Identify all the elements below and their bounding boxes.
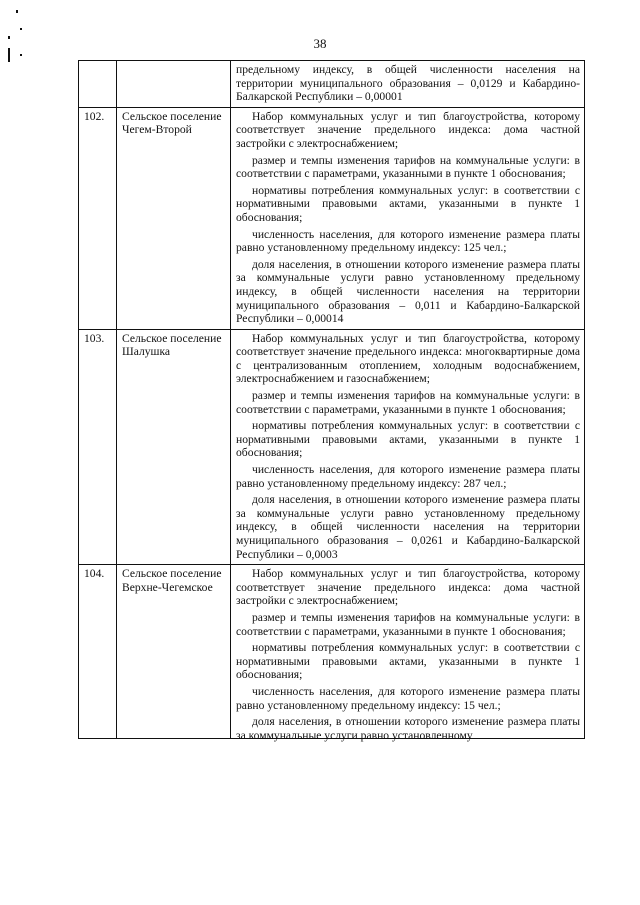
table-row — [79, 565, 585, 739]
table-row — [79, 107, 585, 329]
description-paragraph: Набор коммунальных услуг и тип благоустройства, которому соответствует значение предельного индекса: дома частной застройки с электроснабжением; — [236, 109, 580, 150]
description-paragraph: доля населения, в отношении которого изменение размера платы за коммунальные услуги равно установленному предельному индексу, в общей численности населения на территории муниципального образования – 0,011 и Кабардино-Балкарской Республики – 0,00014 — [236, 257, 580, 326]
description-paragraph: нормативы потребления коммунальных услуг: в соответствии с нормативными правовыми актами, указанными в пункте 1 обоснования; — [236, 183, 580, 224]
settlement-name: Сельское поселение Шалушка — [117, 329, 231, 565]
description-paragraph: Набор коммунальных услуг и тип благоустройства, которому соответствует значение предельного индекса: многоквартирные дома с централизованным отоплением, холодным водоснабжением, электроснабжением и газоснабжением; — [236, 331, 580, 386]
description-paragraph: доля населения, в отношении которого изменение размера платы за коммунальные услуги равно установленному — [236, 715, 580, 742]
settlements-table — [78, 60, 585, 742]
description-paragraph: размер и темпы изменения тарифов на коммунальные услуги: в соответствии с параметрами, указанными в пункте 1 обоснования; — [236, 610, 580, 638]
page-number: 38 — [313, 36, 327, 51]
table-row-continuation — [79, 61, 585, 108]
description-cell — [231, 61, 585, 108]
description-paragraph: размер и темпы изменения тарифов на коммунальные услуги: в соответствии с параметрами, указанными в пункте 1 обоснования; — [236, 389, 580, 416]
row-number-cell — [79, 61, 117, 108]
description-paragraph: доля населения, в отношении которого изменение размера платы за коммунальные услуги равно установленному предельному индексу, в общей численности населения на территории муниципального образования – 0,0261 и Кабардино-Балкарской Республики – 0,0003 — [236, 493, 580, 561]
description-clip — [236, 567, 580, 742]
description-paragraph: численность населения, для которого изменение размера платы равно установленному предельному индексу: 287 чел.; — [236, 463, 580, 490]
description-cell — [231, 329, 585, 565]
settlement-name: Сельское поселение Чегем-Второй — [117, 107, 231, 329]
description-paragraph: Набор коммунальных услуг и тип благоустройства, которому соответствует значение предельного индекса: дома частной застройки с электроснабжением; — [236, 567, 580, 608]
row-number: 104. — [79, 565, 117, 739]
row-number: 103. — [79, 329, 117, 565]
table-row — [79, 329, 585, 565]
row-number: 102. — [79, 107, 117, 329]
description-cell — [231, 107, 585, 329]
description-paragraph: предельному индексу, в общей численности населения на территории муниципального образования – 0,0129 и Кабардино-Балкарской Республики – 0,00001 — [236, 63, 580, 104]
settlement-name-cell — [117, 61, 231, 108]
settlement-name: Сельское поселение Верхне-Чегемское — [117, 565, 231, 739]
description-paragraph: численность населения, для которого изменение размера платы равно установленному предельному индексу: 15 чел.; — [236, 684, 580, 712]
description-paragraph: нормативы потребления коммунальных услуг: в соответствии с нормативными правовыми актами, указанными в пункте 1 обоснования; — [236, 641, 580, 682]
description-cell — [231, 565, 585, 742]
description-paragraph: численность населения, для которого изменение размера платы равно установленному предельному индексу: 125 чел.; — [236, 227, 580, 255]
description-paragraph: размер и темпы изменения тарифов на коммунальные услуги: в соответствии с параметрами, указанными в пункте 1 обоснования; — [236, 153, 580, 181]
description-paragraph: нормативы потребления коммунальных услуг: в соответствии с нормативными правовыми актами, указанными в пункте 1 обоснования; — [236, 419, 580, 460]
